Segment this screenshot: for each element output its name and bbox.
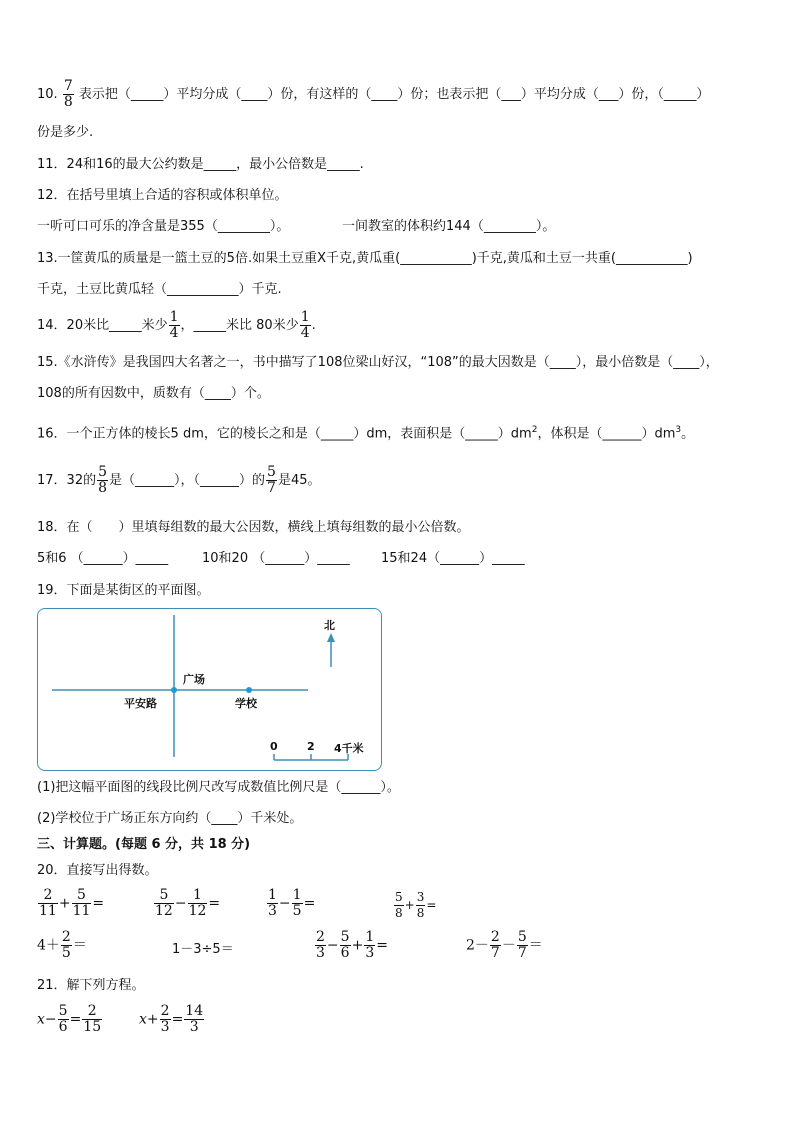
q10-frac-num: 7	[63, 78, 73, 94]
street-map	[37, 608, 382, 771]
q20-expr-4: $\frac{5}{8}$ + $\frac{3}{8}$ =	[395, 890, 437, 920]
scale-label-4: 4千米	[334, 742, 364, 755]
q20-expr-5: 4＋ $\frac{2}{5}$ ＝	[37, 929, 87, 961]
q20-expr-3: $\frac{1}{3}$ − $\frac{1}{5}$ =	[268, 887, 316, 919]
q10-number: 10.	[37, 87, 58, 102]
q20-expr-7: $\frac{2}{3}$ − $\frac{5}{6}$ + $\frac{1}{3}$ =	[316, 929, 388, 961]
q20-expr-1: $\frac{2}{11}$ + $\frac{5}{11}$ =	[39, 887, 105, 919]
question-12-title: 12．在括号里填上合适的容积或体积单位。	[37, 188, 288, 203]
street-map-drawing	[38, 609, 381, 770]
q18-item-c: 15和24（______）_____	[381, 551, 525, 566]
question-15-line2: 108的所有因数中，质数有（____）个。	[37, 386, 270, 401]
north-label: 北	[324, 619, 335, 632]
section-3-heading: 三、计算题。(每题 6 分，共 18 分)	[37, 837, 251, 852]
plaza-label: 广场	[183, 673, 205, 686]
scale-label-2: 2	[307, 740, 315, 753]
school-label: 学校	[235, 697, 257, 710]
q19-sub2: (2)学校位于广场正东方向约（____）千米处。	[37, 811, 303, 826]
school-point	[246, 687, 252, 693]
q20-expr-8: 2－ $\frac{2}{7}$ － $\frac{5}{7}$ ＝	[466, 929, 543, 961]
q19-sub1: (1)把这幅平面图的线段比例尺改写成数值比例尺是（______）。	[37, 780, 400, 795]
q21-equation-2: x+ $\frac{2}{3}$ = $\frac{14}{3}$	[139, 1003, 204, 1035]
question-11: 11．24和16的最大公约数是_____，最小公倍数是_____.	[37, 157, 364, 172]
north-arrowhead-icon	[327, 633, 335, 642]
q18-item-b: 10和20 （______）_____	[202, 551, 350, 566]
plaza-point	[171, 687, 177, 693]
question-20-title: 20．直接写出得数。	[37, 863, 158, 878]
q12-item-a: 一听可口可乐的净含量是355（________）。	[37, 219, 290, 234]
question-15-line1: 15.《水浒传》是我国四大名著之一，书中描写了108位梁山好汉，“108”的最大因数是（____），最小倍数是（____），	[37, 355, 719, 370]
road-label: 平安路	[124, 697, 157, 710]
q18-item-a: 5和6 （______）_____	[37, 551, 169, 566]
q14-part2: ，_____米比 80米少	[180, 318, 299, 333]
q20-expr-2: $\frac{5}{12}$ − $\frac{1}{12}$ =	[155, 887, 221, 919]
q14-fraction-2: $\frac{1}{4}$	[300, 309, 310, 341]
question-16: 16．一个正方体的棱长5 dm，它的棱长之和是（_____）dm，表面积是$(\_\_\_\_\_)dm^2$，体积是$(\_\_\_\_\_\_)dm^3$。	[37, 425, 695, 442]
question-19-title: 19．下面是某街区的平面图。	[37, 583, 210, 598]
q17-fraction-2: $\frac{5}{7}$	[267, 464, 276, 496]
question-13-line2: 千克，土豆比黄瓜轻（___________）千克.	[37, 282, 282, 297]
q21-equation-1: x− $\frac{5}{6}$ = $\frac{2}{15}$	[37, 1003, 102, 1035]
q14-part1: 14．20米比_____米少	[37, 318, 168, 333]
question-18-title: 18．在（ ）里填每组数的最大公因数，横线上填每组数的最小公倍数。	[37, 520, 470, 535]
q10-frac-den: 8	[63, 94, 73, 110]
question-14: 14．20米比_____米少 $\frac{1}{4}$ ，_____米比 80米少 $\frac{1}{4}$ .	[37, 309, 316, 341]
q17-fraction-1: $\frac{5}{8}$	[98, 464, 108, 496]
q10-text: 表示把（_____）平均分成（____）份，有这样的（____）份；也表示把（___）平均分成（___）份，（_____）	[78, 87, 710, 102]
question-21-title: 21．解下列方程。	[37, 978, 145, 993]
q12-item-b: 一间教室的体积约144（________）。	[342, 219, 556, 234]
q20-expr-6: 1－3÷5＝	[172, 942, 234, 957]
q10-fraction	[63, 79, 74, 110]
q10-continuation: 份是多少.	[37, 125, 94, 140]
q14-fraction-1: $\frac{1}{4}$	[169, 309, 179, 341]
scale-label-0: 0	[270, 740, 278, 753]
question-13-line1: 13.一筐黄瓜的质量是一篮土豆的5倍.如果土豆重X千克,黄瓜重(___________)千克,黄瓜和土豆一共重(___________)	[37, 251, 693, 266]
question-10	[37, 79, 709, 110]
question-17: 17．32的 $\frac{5}{8}$ 是（______），（______）的 $\frac{5}{7}$ 是45。	[37, 464, 321, 496]
